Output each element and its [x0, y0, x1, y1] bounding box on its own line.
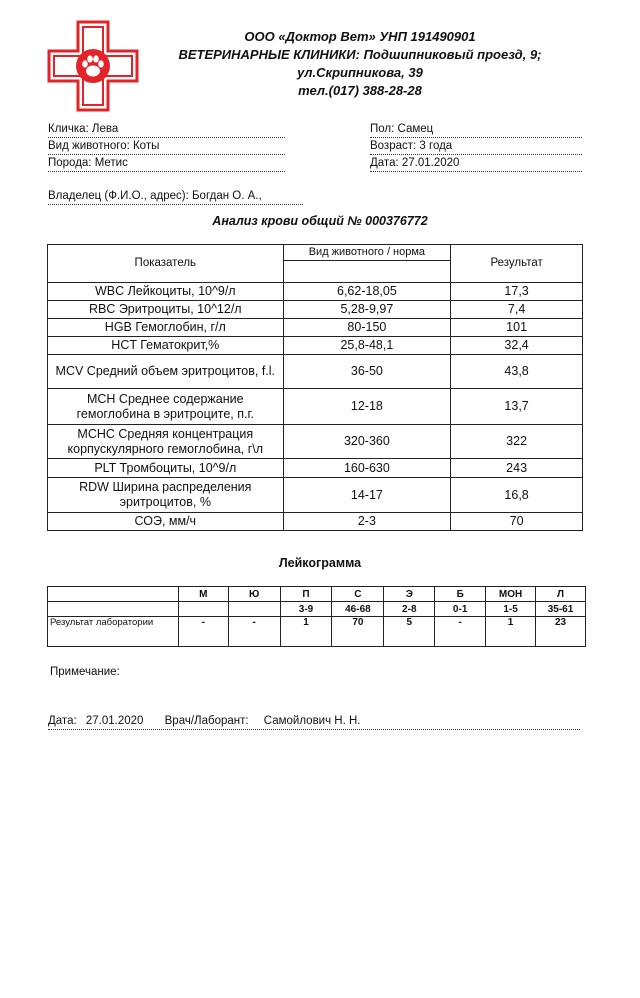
row-indicator: MCV Средний объем эритроцитов, f.l.	[48, 355, 284, 389]
table-row	[48, 459, 583, 478]
row-result: 17,3	[451, 283, 583, 301]
row-norm: 320-360	[283, 425, 451, 459]
leukogram-result-row	[48, 617, 586, 647]
leukogram-result-label: Результат лаборатории	[48, 617, 179, 647]
row-result: 243	[451, 459, 583, 478]
leukogram-title: Лейкограмма	[278, 556, 362, 570]
leukogram-norm: 0-1	[435, 602, 486, 617]
leukogram-header: С	[332, 587, 384, 602]
table-row	[48, 425, 583, 459]
leukogram-norm: 1-5	[486, 602, 536, 617]
row-result: 43,8	[451, 355, 583, 389]
leukogram-norm-label	[48, 602, 179, 617]
row-indicator: PLT Тромбоциты, 10^9/л	[48, 459, 284, 478]
row-norm: 2-3	[283, 513, 451, 531]
row-norm: 25,8-48,1	[283, 337, 451, 355]
leukogram-header: Э	[384, 587, 435, 602]
table-row	[48, 478, 583, 513]
table-header-row	[48, 245, 583, 283]
row-norm: 14-17	[283, 478, 451, 513]
row-norm: 160-630	[283, 459, 451, 478]
row-indicator: WBC Лейкоциты, 10^9/л	[48, 283, 284, 301]
footer-doctor: Самойлович Н. Н.	[263, 715, 361, 727]
leukogram-result: 1	[280, 617, 332, 647]
row-result: 32,4	[451, 337, 583, 355]
leukogram-norm	[228, 602, 280, 617]
table-row	[48, 319, 583, 337]
owner-info: Владелец (Ф.И.О., адрес): Богдан О. А.,	[48, 189, 303, 205]
signature-line	[48, 715, 580, 730]
pet-age: Возраст: 3 года	[370, 139, 582, 155]
row-result: 13,7	[451, 389, 583, 425]
leukogram-header: Б	[435, 587, 486, 602]
analysis-title: Анализ крови общий № 000376772	[212, 214, 428, 228]
leukogram-result: 70	[332, 617, 384, 647]
row-norm: 12-18	[283, 389, 451, 425]
row-norm: 6,62-18,05	[283, 283, 451, 301]
row-norm: 5,28-9,97	[283, 301, 451, 319]
row-indicator: HGB Гемоглобин, г/л	[48, 319, 284, 337]
pet-breed: Порода: Метис	[48, 156, 285, 172]
header-result: Результат	[451, 245, 583, 283]
row-result: 7,4	[451, 301, 583, 319]
blood-test-table	[47, 244, 583, 531]
header-norm	[283, 245, 451, 283]
visit-date: Дата: 27.01.2020	[370, 156, 582, 172]
footer-date-label: Дата:	[48, 715, 77, 727]
row-indicator: СОЭ, мм/ч	[48, 513, 284, 531]
leukogram-norm: 3-9	[280, 602, 332, 617]
row-result: 16,8	[451, 478, 583, 513]
clinic-phone: тел.(017) 388-28-28	[298, 83, 422, 98]
leukogram-table	[47, 586, 586, 647]
leukogram-result: -	[435, 617, 486, 647]
row-indicator: MCH Среднее содержание гемоглобина в эритроците, п.г.	[48, 389, 284, 425]
header-norm-label: Вид животного / норма	[284, 245, 451, 261]
leukogram-result: -	[178, 617, 228, 647]
leukogram-header: М	[178, 587, 228, 602]
header-indicator: Показатель	[48, 245, 284, 283]
row-norm: 80-150	[283, 319, 451, 337]
row-norm: 36-50	[283, 355, 451, 389]
footer-doctor-label: Врач/Лаборант:	[164, 715, 249, 727]
row-indicator: RDW Ширина распределения эритроцитов, %	[48, 478, 284, 513]
table-row	[48, 389, 583, 425]
leukogram-result: 5	[384, 617, 435, 647]
leukogram-norm: 35-61	[536, 602, 586, 617]
leukogram-corner	[48, 587, 179, 602]
row-indicator: HCT Гематокрит,%	[48, 337, 284, 355]
leukogram-norm	[178, 602, 228, 617]
row-result: 70	[451, 513, 583, 531]
leukogram-header: П	[280, 587, 332, 602]
row-indicator: RBC Эритроциты, 10^12/л	[48, 301, 284, 319]
row-result: 101	[451, 319, 583, 337]
leukogram-result: -	[228, 617, 280, 647]
leukogram-result: 23	[536, 617, 586, 647]
clinic-address: ВЕТЕРИНАРНЫЕ КЛИНИКИ: Подшипниковый проезд, 9;	[178, 47, 542, 62]
table-row	[48, 337, 583, 355]
footer-date: 27.01.2020	[85, 715, 144, 727]
pet-name: Кличка: Лева	[48, 122, 285, 138]
table-row	[48, 301, 583, 319]
clinic-name: ООО «Доктор Вет» УНП 191490901	[244, 29, 476, 44]
note-label: Примечание:	[50, 666, 120, 678]
leukogram-header: Ю	[228, 587, 280, 602]
leukogram-header: МОН	[486, 587, 536, 602]
leukogram-result: 1	[486, 617, 536, 647]
leukogram-header-row	[48, 587, 586, 602]
leukogram-header: Л	[536, 587, 586, 602]
pet-sex: Пол: Самец	[370, 122, 582, 138]
pet-species: Вид животного: Коты	[48, 139, 285, 155]
table-row	[48, 355, 583, 389]
clinic-street: ул.Скрипникова, 39	[297, 65, 423, 80]
clinic-logo-icon	[47, 20, 139, 112]
leukogram-norm: 2-8	[384, 602, 435, 617]
table-row	[48, 513, 583, 531]
leukogram-norm-row	[48, 602, 586, 617]
leukogram-norm: 46-68	[332, 602, 384, 617]
table-row	[48, 283, 583, 301]
row-result: 322	[451, 425, 583, 459]
row-indicator: MCHC Средняя концентрация корпускулярного гемоглобина, г\л	[48, 425, 284, 459]
